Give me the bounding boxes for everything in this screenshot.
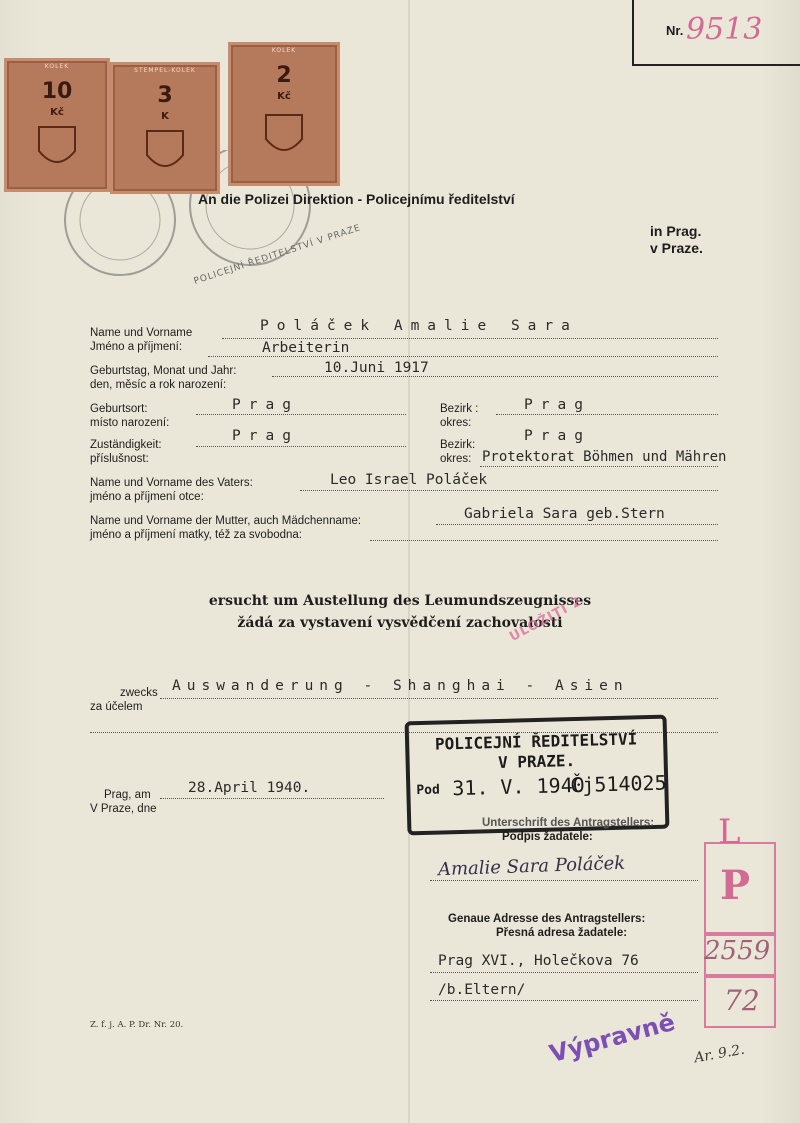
- occupation-value: Arbeiterin: [262, 340, 350, 356]
- domicile-label-cz: příslušnost:: [90, 453, 149, 465]
- police-stamp-prefix: Pod: [416, 782, 441, 799]
- birthplace-label-de: Geburtsort:: [90, 403, 148, 415]
- police-stamp-line1: POLICEJNÍ ŘEDITELSTVÍ: [434, 729, 638, 754]
- number-label: Nr.: [666, 23, 684, 38]
- dotted-line: [436, 524, 718, 525]
- revenue-stamp-10: [4, 58, 110, 192]
- purpose-value: Auswanderung - Shanghai - Asien: [172, 678, 629, 694]
- mother-value: Gabriela Sara geb.Stern: [464, 506, 665, 522]
- birthplace-district-value: Prag: [524, 397, 591, 413]
- address-label-de: Genaue Adresse des Antragstellers:: [448, 913, 646, 925]
- pink-number-box-2: [704, 974, 776, 1028]
- pink-top-mark: L: [718, 812, 741, 852]
- pink-storage-stamp: ULOŽITI 2: [507, 594, 585, 645]
- stamp-value: 3: [157, 83, 173, 108]
- dotted-line: [160, 798, 384, 799]
- address-line1: Prag XVI., Holečkova 76: [438, 953, 639, 969]
- signature-label-de: Unterschrift des Antragstellers:: [482, 817, 655, 829]
- pink-number-1: 2559: [704, 936, 771, 966]
- name-label-cz: Jméno a příjmení:: [90, 341, 183, 353]
- city-de: in Prag.: [650, 223, 702, 239]
- signature-label-cz: Podpis žadatele:: [502, 831, 593, 843]
- place-date-label-de: Prag, am: [104, 789, 151, 801]
- dotted-line: [430, 1000, 698, 1001]
- domicile-district-value: Prag: [524, 428, 591, 444]
- applicant-signature: Amalie Sara Poláček: [437, 852, 626, 881]
- father-label-de: Name und Vorname des Vaters:: [90, 477, 253, 489]
- stamp-value: 10: [41, 79, 73, 104]
- name-value: Poláček Amalie Sara: [260, 318, 578, 334]
- dotted-line: [160, 698, 718, 699]
- revenue-stamp-3: [110, 62, 220, 194]
- dotted-line: [480, 466, 718, 467]
- number-value: 9513: [686, 12, 763, 47]
- purpose-label-de: zwecks: [120, 687, 158, 699]
- birthdate-label-de: Geburtstag, Monat und Jahr:: [90, 365, 237, 377]
- dotted-line: [222, 338, 718, 339]
- city-cz: v Praze.: [650, 240, 703, 256]
- police-stamp-ref: Čj514025: [569, 770, 667, 798]
- birthplace-label-cz: místo narození:: [90, 417, 170, 429]
- pink-letter: P: [720, 862, 751, 909]
- pink-number-box-1: [704, 932, 776, 978]
- dotted-line: [496, 414, 718, 415]
- dotted-line: [300, 490, 718, 491]
- pink-number-2: 72: [724, 984, 760, 1017]
- request-line-de: ersucht um Austellung des Leumundszeugnisses: [208, 593, 592, 609]
- stamp-header: STEMPEL-KOLEK: [134, 67, 196, 74]
- purpose-label-cz: za účelem: [90, 701, 143, 713]
- address-line2: /b.Eltern/: [438, 982, 526, 998]
- revenue-stamp-2: [228, 42, 340, 186]
- pink-file-box: [704, 842, 776, 936]
- birthdate-label-cz: den, měsíc a rok narození:: [90, 379, 227, 391]
- dotted-line: [370, 540, 718, 541]
- addressee-heading: An die Polizei Direktion - Policejnímu ředitelství: [198, 191, 515, 207]
- father-label-cz: jméno a příjmení otce:: [90, 491, 204, 503]
- stamp-currency: Kč: [277, 91, 291, 102]
- dotted-line: [196, 446, 406, 447]
- mother-label-cz: jméno a příjmení matky, též za svobodna:: [90, 529, 302, 541]
- dotted-line: [196, 414, 406, 415]
- stamp-value: 2: [276, 63, 292, 88]
- domicile-state-value: Protektorat Böhmen und Mähren: [482, 449, 727, 465]
- round-seal-text: POLICEJNÍ ŘEDITELSTVÍ V PRAZE: [192, 223, 363, 287]
- lion-emblem-icon: [35, 123, 79, 173]
- police-stamp-date: 31. V. 1940: [452, 772, 586, 801]
- stamp-header: KOLEK: [44, 63, 70, 70]
- birthplace-district-label-de: Bezirk :: [440, 403, 479, 415]
- domicile-value: Prag: [232, 428, 299, 444]
- dotted-line: [208, 356, 718, 357]
- father-value: Leo Israel Poláček: [330, 472, 488, 488]
- stamp-currency: Kč: [50, 107, 64, 118]
- domicile-district-label-de: Bezirk:: [440, 439, 476, 451]
- pencil-note: Ar. 9.2.: [692, 1041, 746, 1067]
- address-label-cz: Přesná adresa žadatele:: [496, 927, 628, 939]
- dotted-line: [430, 880, 698, 881]
- place-date-label-cz: V Praze, dne: [90, 803, 157, 815]
- lion-emblem-icon: [262, 111, 306, 161]
- number-box: [632, 0, 800, 66]
- birthdate-value: 10.Juni 1917: [324, 360, 429, 376]
- place-date-value: 28.April 1940.: [188, 780, 311, 796]
- lion-emblem-icon: [143, 127, 187, 177]
- dotted-line: [272, 376, 718, 377]
- form-footer: Z. f. j. A. P. Dr. Nr. 20.: [90, 1020, 184, 1030]
- request-line-cz: žádá za vystavení vysvědčení zachovalosti: [237, 615, 563, 631]
- birthplace-value: Prag: [232, 397, 299, 413]
- stamp-currency: K: [161, 111, 169, 122]
- fold-line: [408, 0, 410, 1123]
- dotted-line: [430, 972, 698, 973]
- domicile-district-label-cz: okres:: [440, 453, 472, 465]
- stamp-header: KOLEK: [271, 47, 297, 54]
- mother-label-de: Name und Vorname der Mutter, auch Mädchenname:: [90, 515, 362, 527]
- police-stamp-line2: V PRAZE.: [497, 750, 576, 773]
- domicile-label-de: Zuständigkeit:: [90, 439, 162, 451]
- name-label-de: Name und Vorname: [90, 327, 193, 339]
- violet-expedition-stamp: Výpravně: [546, 1007, 678, 1069]
- birthplace-district-label-cz: okres:: [440, 417, 472, 429]
